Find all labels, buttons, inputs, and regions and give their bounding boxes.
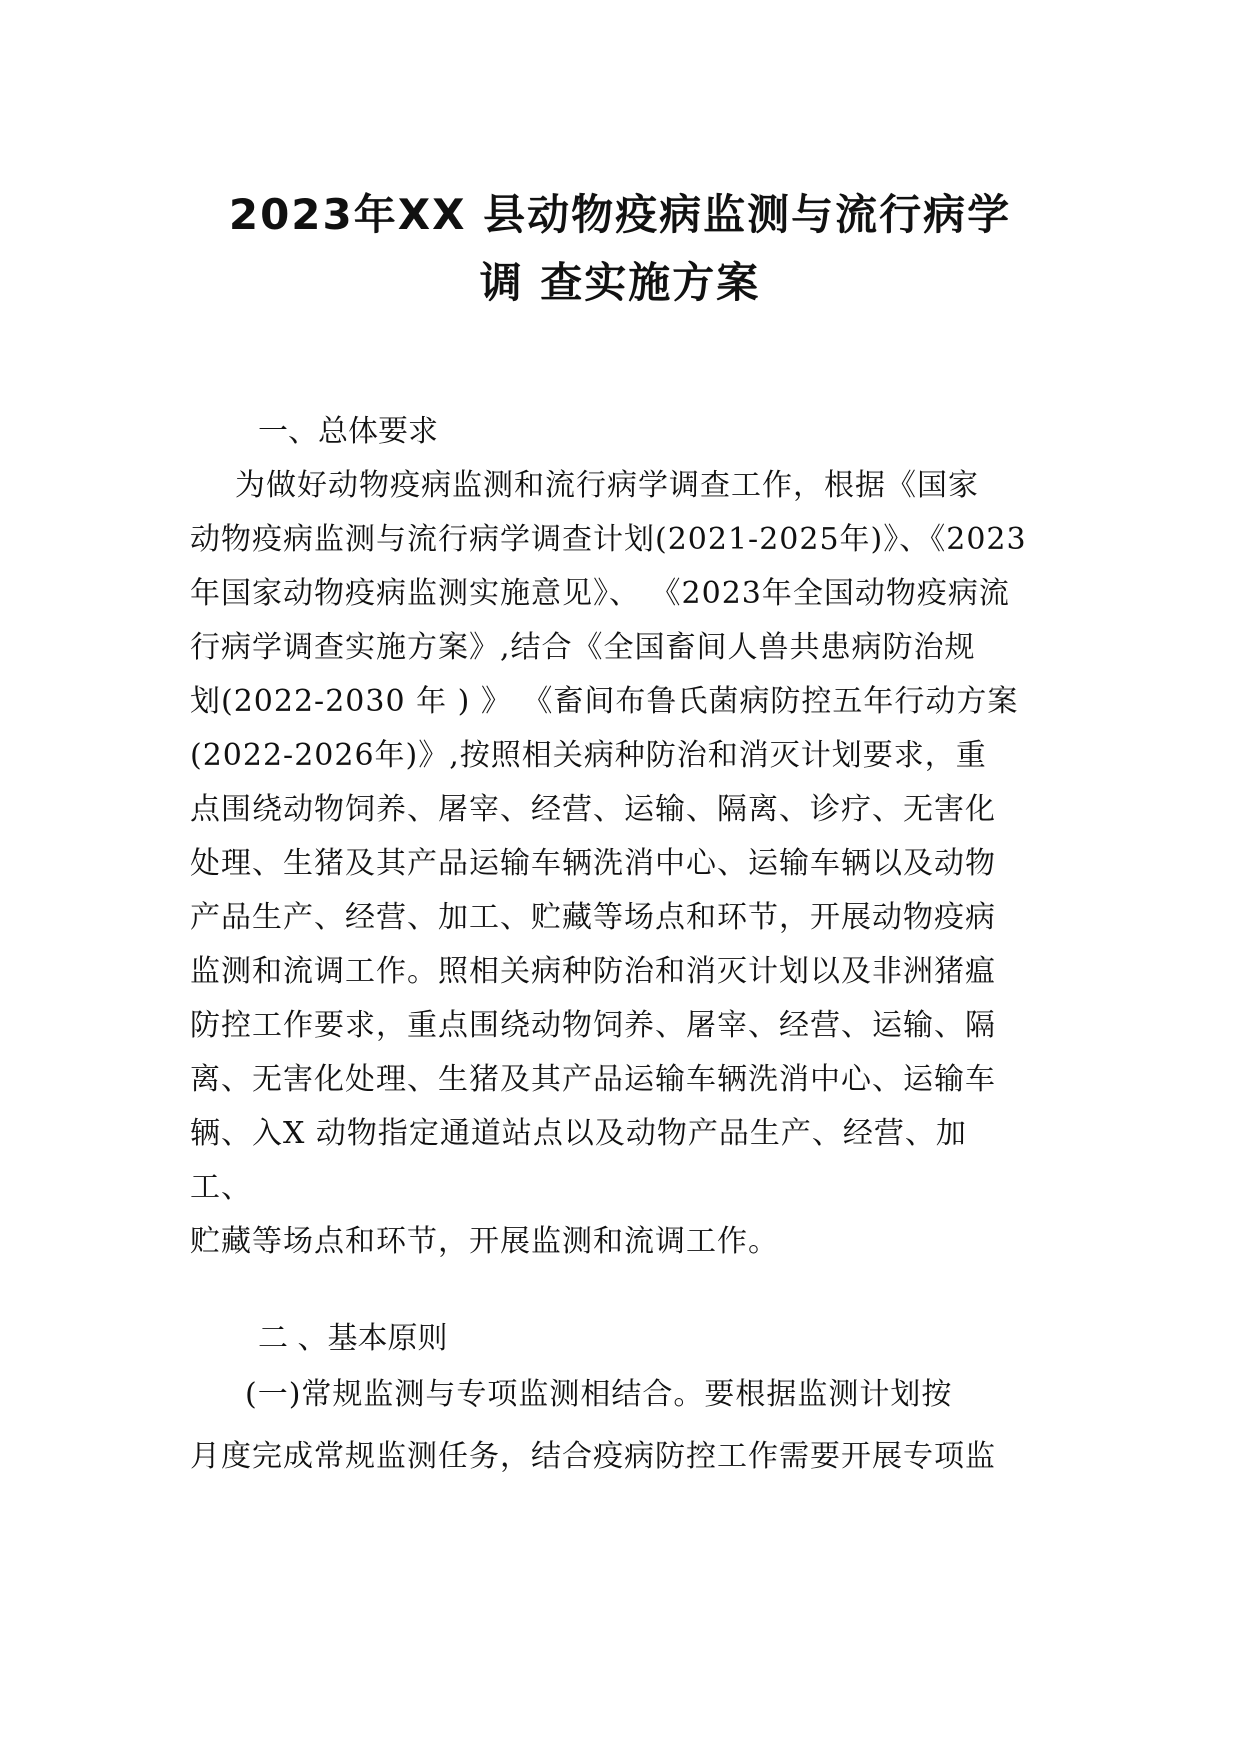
paragraph-line: 动物疫病监测与流行病学调查计划(2021-2025年)》、《2023: [190, 522, 1027, 557]
paragraph-line: 月度完成常规监测任务，结合疫病防控工作需要开展专项监: [190, 1439, 996, 1474]
paragraph-line: 贮藏等场点和环节，开展监测和流调工作。: [190, 1224, 779, 1259]
document-title-line-2: 调 查实施方案: [479, 258, 761, 307]
section-1-heading: 一、总体要求: [258, 414, 438, 449]
paragraph-line: 离、无害化处理、生猪及其产品运输车辆洗消中心、运输车: [190, 1062, 996, 1097]
paragraph-line: 年国家动物疫病监测实施意见》、 《2023年全国动物疫病流: [190, 576, 1010, 611]
paragraph-line: 监测和流调工作。照相关病种防治和消灭计划以及非洲猪瘟: [190, 954, 996, 989]
paragraph-line: 辆、入X 动物指定通道站点以及动物产品生产、经营、加: [190, 1116, 967, 1151]
paragraph-line: (一)常规监测与专项监测相结合。要根据监测计划按: [245, 1377, 953, 1412]
paragraph-line: 为做好动物疫病监测和流行病学调查工作，根据《国家: [235, 468, 979, 503]
paragraph-line: 工、: [190, 1170, 252, 1205]
paragraph-line: (2022-2026年)》,按照相关病种防治和消灭计划要求，重: [190, 738, 987, 773]
document-title-line-1: 2023年XX 县动物疫病监测与流行病学: [228, 190, 1012, 239]
paragraph-line: 处理、生猪及其产品运输车辆洗消中心、运输车辆以及动物: [190, 846, 996, 881]
paragraph-line: 防控工作要求，重点围绕动物饲养、屠宰、经营、运输、隔: [190, 1008, 996, 1043]
paragraph-line: 行病学调查实施方案》,结合《全国畜间人兽共患病防治规: [190, 630, 976, 665]
paragraph-line: 点围绕动物饲养、屠宰、经营、运输、隔离、诊疗、无害化: [190, 792, 996, 827]
paragraph-line: 划(2022-2030 年 ) 》 《畜间布鲁氏菌病防控五年行动方案: [190, 684, 1019, 719]
paragraph-line: 产品生产、经营、加工、贮藏等场点和环节，开展动物疫病: [190, 900, 996, 935]
section-2-heading: 二 、基本原则: [258, 1321, 448, 1356]
